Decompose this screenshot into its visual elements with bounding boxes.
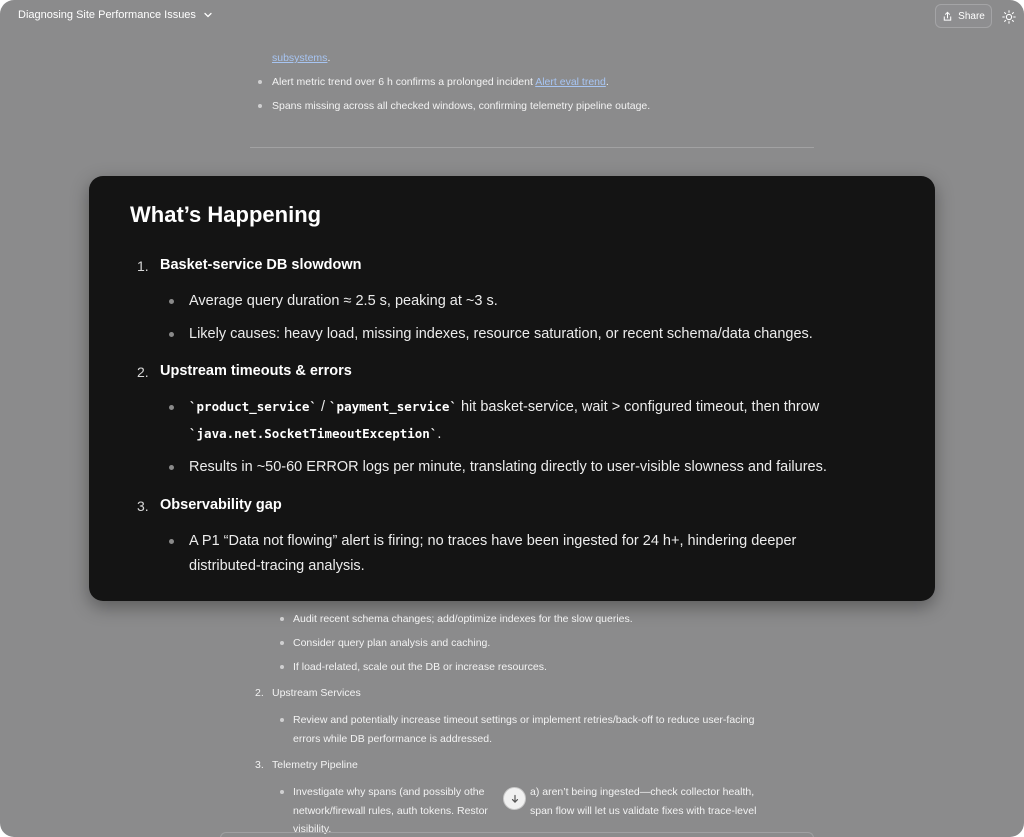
bg-line-subsystems xyxy=(272,51,330,65)
bg-number: 2. xyxy=(255,687,264,699)
subsystems-link[interactable]: subsystems xyxy=(272,52,328,64)
section-title-db-slowdown: Basket-service DB slowdown xyxy=(160,257,362,273)
share-label: Share xyxy=(958,10,985,22)
bg-line-suffix: . xyxy=(327,52,331,64)
bg-upstream-title: Upstream Services xyxy=(272,687,361,699)
card-title: What’s Happening xyxy=(130,202,322,227)
bg-db-item: Audit recent schema changes; add/optimize indexes for the slow queries. xyxy=(293,613,633,625)
bg-bullet xyxy=(280,665,284,669)
share-icon xyxy=(942,11,953,22)
bg-bullet xyxy=(258,104,262,108)
bg-bullet xyxy=(280,718,284,722)
theme-toggle-icon[interactable] xyxy=(1002,10,1016,24)
bullet-text: A P1 “Data not flowing” alert is firing; no traces have been ingested for 24 h+, hindering deeper xyxy=(189,533,797,549)
code-payment-service: `payment_service` xyxy=(329,399,457,414)
whats-happening-card xyxy=(89,176,935,601)
bg-line-suffix: . xyxy=(605,76,609,88)
bg-telemetry-line: span flow will let us validate fixes with trace-level xyxy=(530,805,757,817)
bg-line-spans-missing: Spans missing across all checked windows, confirming telemetry pipeline outage. xyxy=(272,100,651,112)
bg-bullet xyxy=(280,617,284,621)
code-product-service: `product_service` xyxy=(189,399,317,414)
conversation-title: Diagnosing Site Performance Issues xyxy=(18,9,196,21)
bg-upstream-line: Review and potentially increase timeout settings or implement retries/back-off to reduce user-facing xyxy=(293,714,755,726)
bullet-text: Results in ~50-60 ERROR logs per minute, translating directly to user-visible slowness and failures. xyxy=(189,459,827,475)
scroll-to-bottom-button[interactable] xyxy=(503,787,526,810)
bg-db-item: If load-related, scale out the DB or increase resources. xyxy=(293,661,547,673)
slash: / xyxy=(316,399,330,415)
section-number: 2. xyxy=(137,364,149,380)
bg-line-alert-trend xyxy=(272,75,609,89)
bullet-text: Likely causes: heavy load, missing indexes, resource saturation, or recent schema/data changes. xyxy=(189,326,813,342)
bullet-text-cont: distributed-tracing analysis. xyxy=(189,558,365,574)
bg-bullet xyxy=(280,790,284,794)
bullet-end: . xyxy=(437,426,442,442)
bullet xyxy=(169,539,174,544)
bg-number: 3. xyxy=(255,759,264,771)
share-button[interactable] xyxy=(935,4,992,28)
bg-telemetry-title: Telemetry Pipeline xyxy=(272,759,358,771)
bullet xyxy=(169,465,174,470)
bullet-text: Average query duration ≈ 2.5 s, peaking at ~3 s. xyxy=(189,293,498,309)
bg-telemetry-line: visibility. xyxy=(293,823,332,835)
bullet xyxy=(169,405,174,410)
bullet-text-services xyxy=(189,394,819,420)
bg-telemetry-line: a) aren’t being ingested—check collector health, xyxy=(530,786,755,798)
bg-telemetry-line: Investigate why spans (and possibly othe xyxy=(293,786,485,798)
bg-db-item: Consider query plan analysis and caching. xyxy=(293,637,491,649)
bg-upstream-line: errors while DB performance is addressed. xyxy=(293,733,492,745)
chevron-down-icon xyxy=(202,9,214,21)
arrow-down-icon xyxy=(510,794,520,804)
section-title-upstream: Upstream timeouts & errors xyxy=(160,363,352,379)
section-number: 3. xyxy=(137,498,149,514)
bullet-rest: hit basket-service, wait > configured timeout, then throw xyxy=(456,399,820,415)
bullet xyxy=(169,332,174,337)
bg-telemetry-line: network/firewall rules, auth tokens. Restor xyxy=(293,805,488,817)
conversation-title-menu[interactable] xyxy=(18,9,214,21)
bullet xyxy=(169,299,174,304)
section-title-observability: Observability gap xyxy=(160,497,282,513)
message-input-edge[interactable] xyxy=(220,832,814,837)
bg-bullet xyxy=(280,641,284,645)
bg-bullet xyxy=(258,80,262,84)
divider xyxy=(250,147,814,148)
alert-trend-text: Alert metric trend over 6 h confirms a prolonged incident xyxy=(272,76,533,88)
section-number: 1. xyxy=(137,258,149,274)
bullet-text-exception xyxy=(189,421,441,447)
alert-eval-trend-link[interactable]: Alert eval trend xyxy=(535,76,606,88)
code-exception: `java.net.SocketTimeoutException` xyxy=(189,426,438,441)
top-bar xyxy=(0,0,1024,34)
